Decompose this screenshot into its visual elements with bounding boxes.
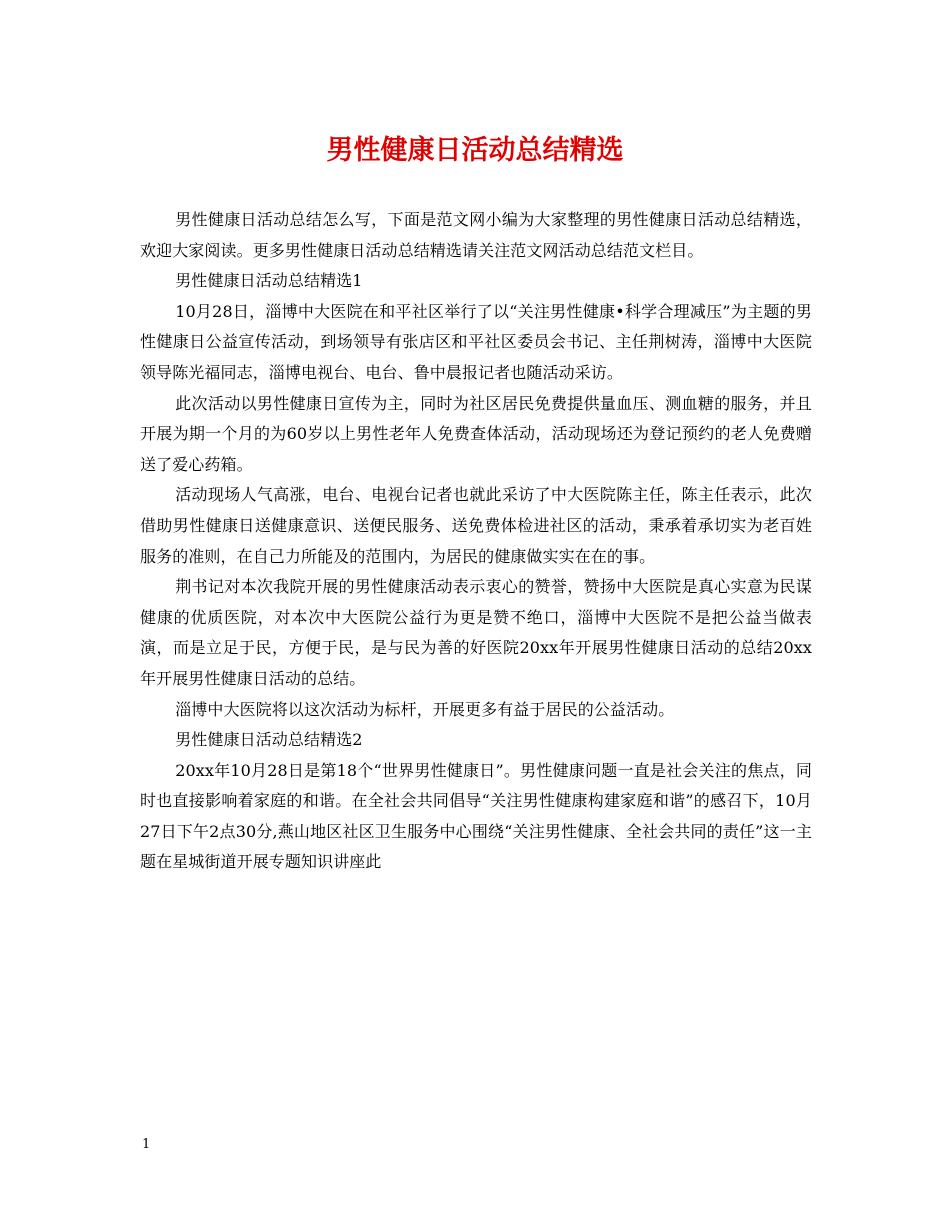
paragraph: 荆书记对本次我院开展的男性健康活动表示衷心的赞誉，赞扬中大医院是真心实意为民谋健康的优质医院，对本次中大医院公益行为更是赞不绝口，淄博中大医院不是把公益当做表演，而是立足于民，方便于民，是与民为善的好医院20xx年开展男性健康日活动的总结20xx年开展男性健康日活动的总结。	[140, 577, 812, 688]
document-title: 男性健康日活动总结精选	[326, 135, 624, 166]
paragraph: 此次活动以男性健康日宣传为主，同时为社区居民免费提供量血压、测血糖的服务，并且开展为期一个月的为60岁以上男性老年人免费查体活动，活动现场还为登记预约的老人免费赠送了爱心药箱。	[140, 393, 812, 474]
paragraph: 20xx年10月28日是第18个“世界男性健康日”。男性健康问题一直是社会关注的焦点，同时也直接影响着家庭的和谐。在全社会共同倡导“关注男性健康构建家庭和谐”的感召下，10月27日下午2点30分,燕山地区社区卫生服务中心围绕“关注男性健康、全社会共同的责任”这一主题在星城街道开展专题知识讲座此	[140, 760, 812, 872]
paragraph: 10月28日，淄博中大医院在和平社区举行了以“关注男性健康•科学合理减压”为主题的男性健康日公益宣传活动，到场领导有张店区和平社区委员会书记、主任荆树涛，淄博中大医院领导陈光福同志，淄博电视台、电台、鲁中晨报记者也随活动采访。	[140, 301, 812, 382]
page-number: 1	[142, 1137, 151, 1152]
paragraph-intro: 男性健康日活动总结怎么写，下面是范文网小编为大家整理的男性健康日活动总结精选，欢迎大家阅读。更多男性健康日活动总结精选请关注范文网活动总结范文栏目。	[140, 210, 812, 260]
paragraph: 活动现场人气高涨，电台、电视台记者也就此采访了中大医院陈主任，陈主任表示，此次借助男性健康日送健康意识、送便民服务、送免费体检进社区的活动，秉承着承切实为老百姓服务的准则，在自己力所能及的范围内，为居民的健康做实实在在的事。	[140, 485, 812, 566]
section-heading-2: 男性健康日活动总结精选2	[175, 730, 363, 750]
section-heading-1: 男性健康日活动总结精选1	[175, 271, 363, 291]
document-body	[140, 205, 812, 878]
paragraph: 淄博中大医院将以这次活动为标杆，开展更多有益于居民的公益活动。	[175, 699, 675, 719]
